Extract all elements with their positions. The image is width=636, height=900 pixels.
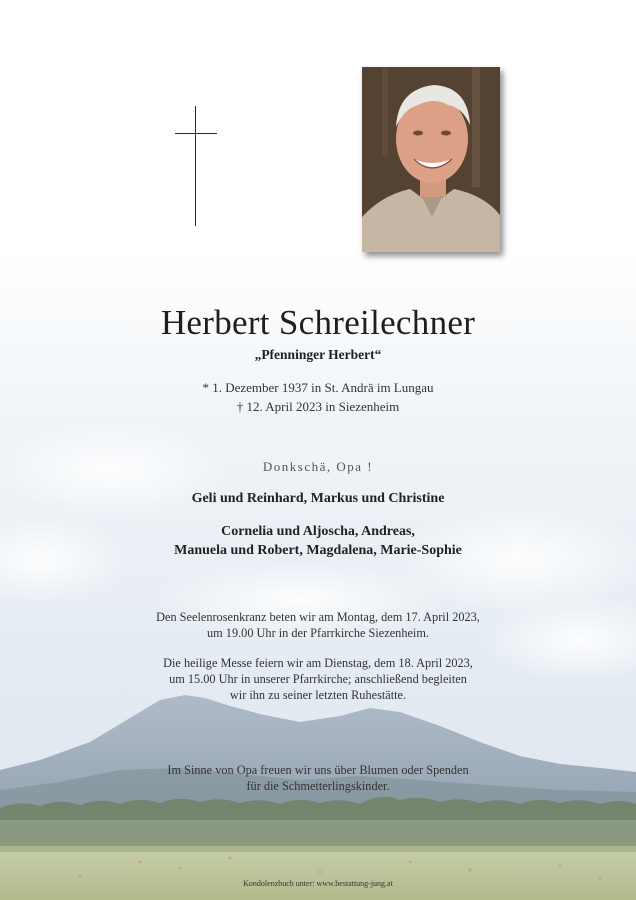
rosary-line: Den Seelenrosenkranz beten wir am Montag, dem 17. April 2023, (156, 610, 480, 624)
family-line: Manuela und Robert, Magdalena, Marie-Sophie (174, 543, 462, 558)
deceased-name: Herbert Schreilechner (160, 303, 476, 342)
rosary-line: um 19.00 Uhr in der Pfarrkirche Siezenheim. (207, 626, 429, 640)
cross-vertical-bar (195, 106, 196, 226)
cross-horizontal-bar (175, 133, 217, 134)
latin-cross-icon (175, 106, 217, 226)
mass-line: um 15.00 Uhr in unserer Pfarrkirche; anschließend begleiten (169, 672, 467, 686)
death-line: † 12. April 2023 in Siezenheim (236, 399, 400, 414)
family-line: Geli und Reinhard, Markus und Christine (191, 491, 445, 506)
mass-line: wir ihn zu seiner letzten Ruhestätte. (229, 688, 407, 702)
condolence-footer: Kondolenzbuch unter: www.bestattung-jung.at (243, 879, 393, 888)
flowers-line: Im Sinne von Opa freuen wir uns über Blumen oder Spenden (167, 763, 469, 777)
thanks-line: Donkschä, Opa ! (262, 459, 374, 474)
portrait-photo (362, 67, 500, 252)
deceased-nickname: „Pfenninger Herbert“ (254, 347, 382, 362)
mass-line: Die heilige Messe feiern wir am Dienstag, dem 18. April 2023, (163, 656, 473, 670)
family-line: Cornelia und Aljoscha, Andreas, (221, 524, 415, 539)
birth-line: * 1. Dezember 1937 in St. Andrä im Lungau (202, 380, 434, 395)
flowers-line: für die Schmetterlingskinder. (246, 779, 390, 793)
